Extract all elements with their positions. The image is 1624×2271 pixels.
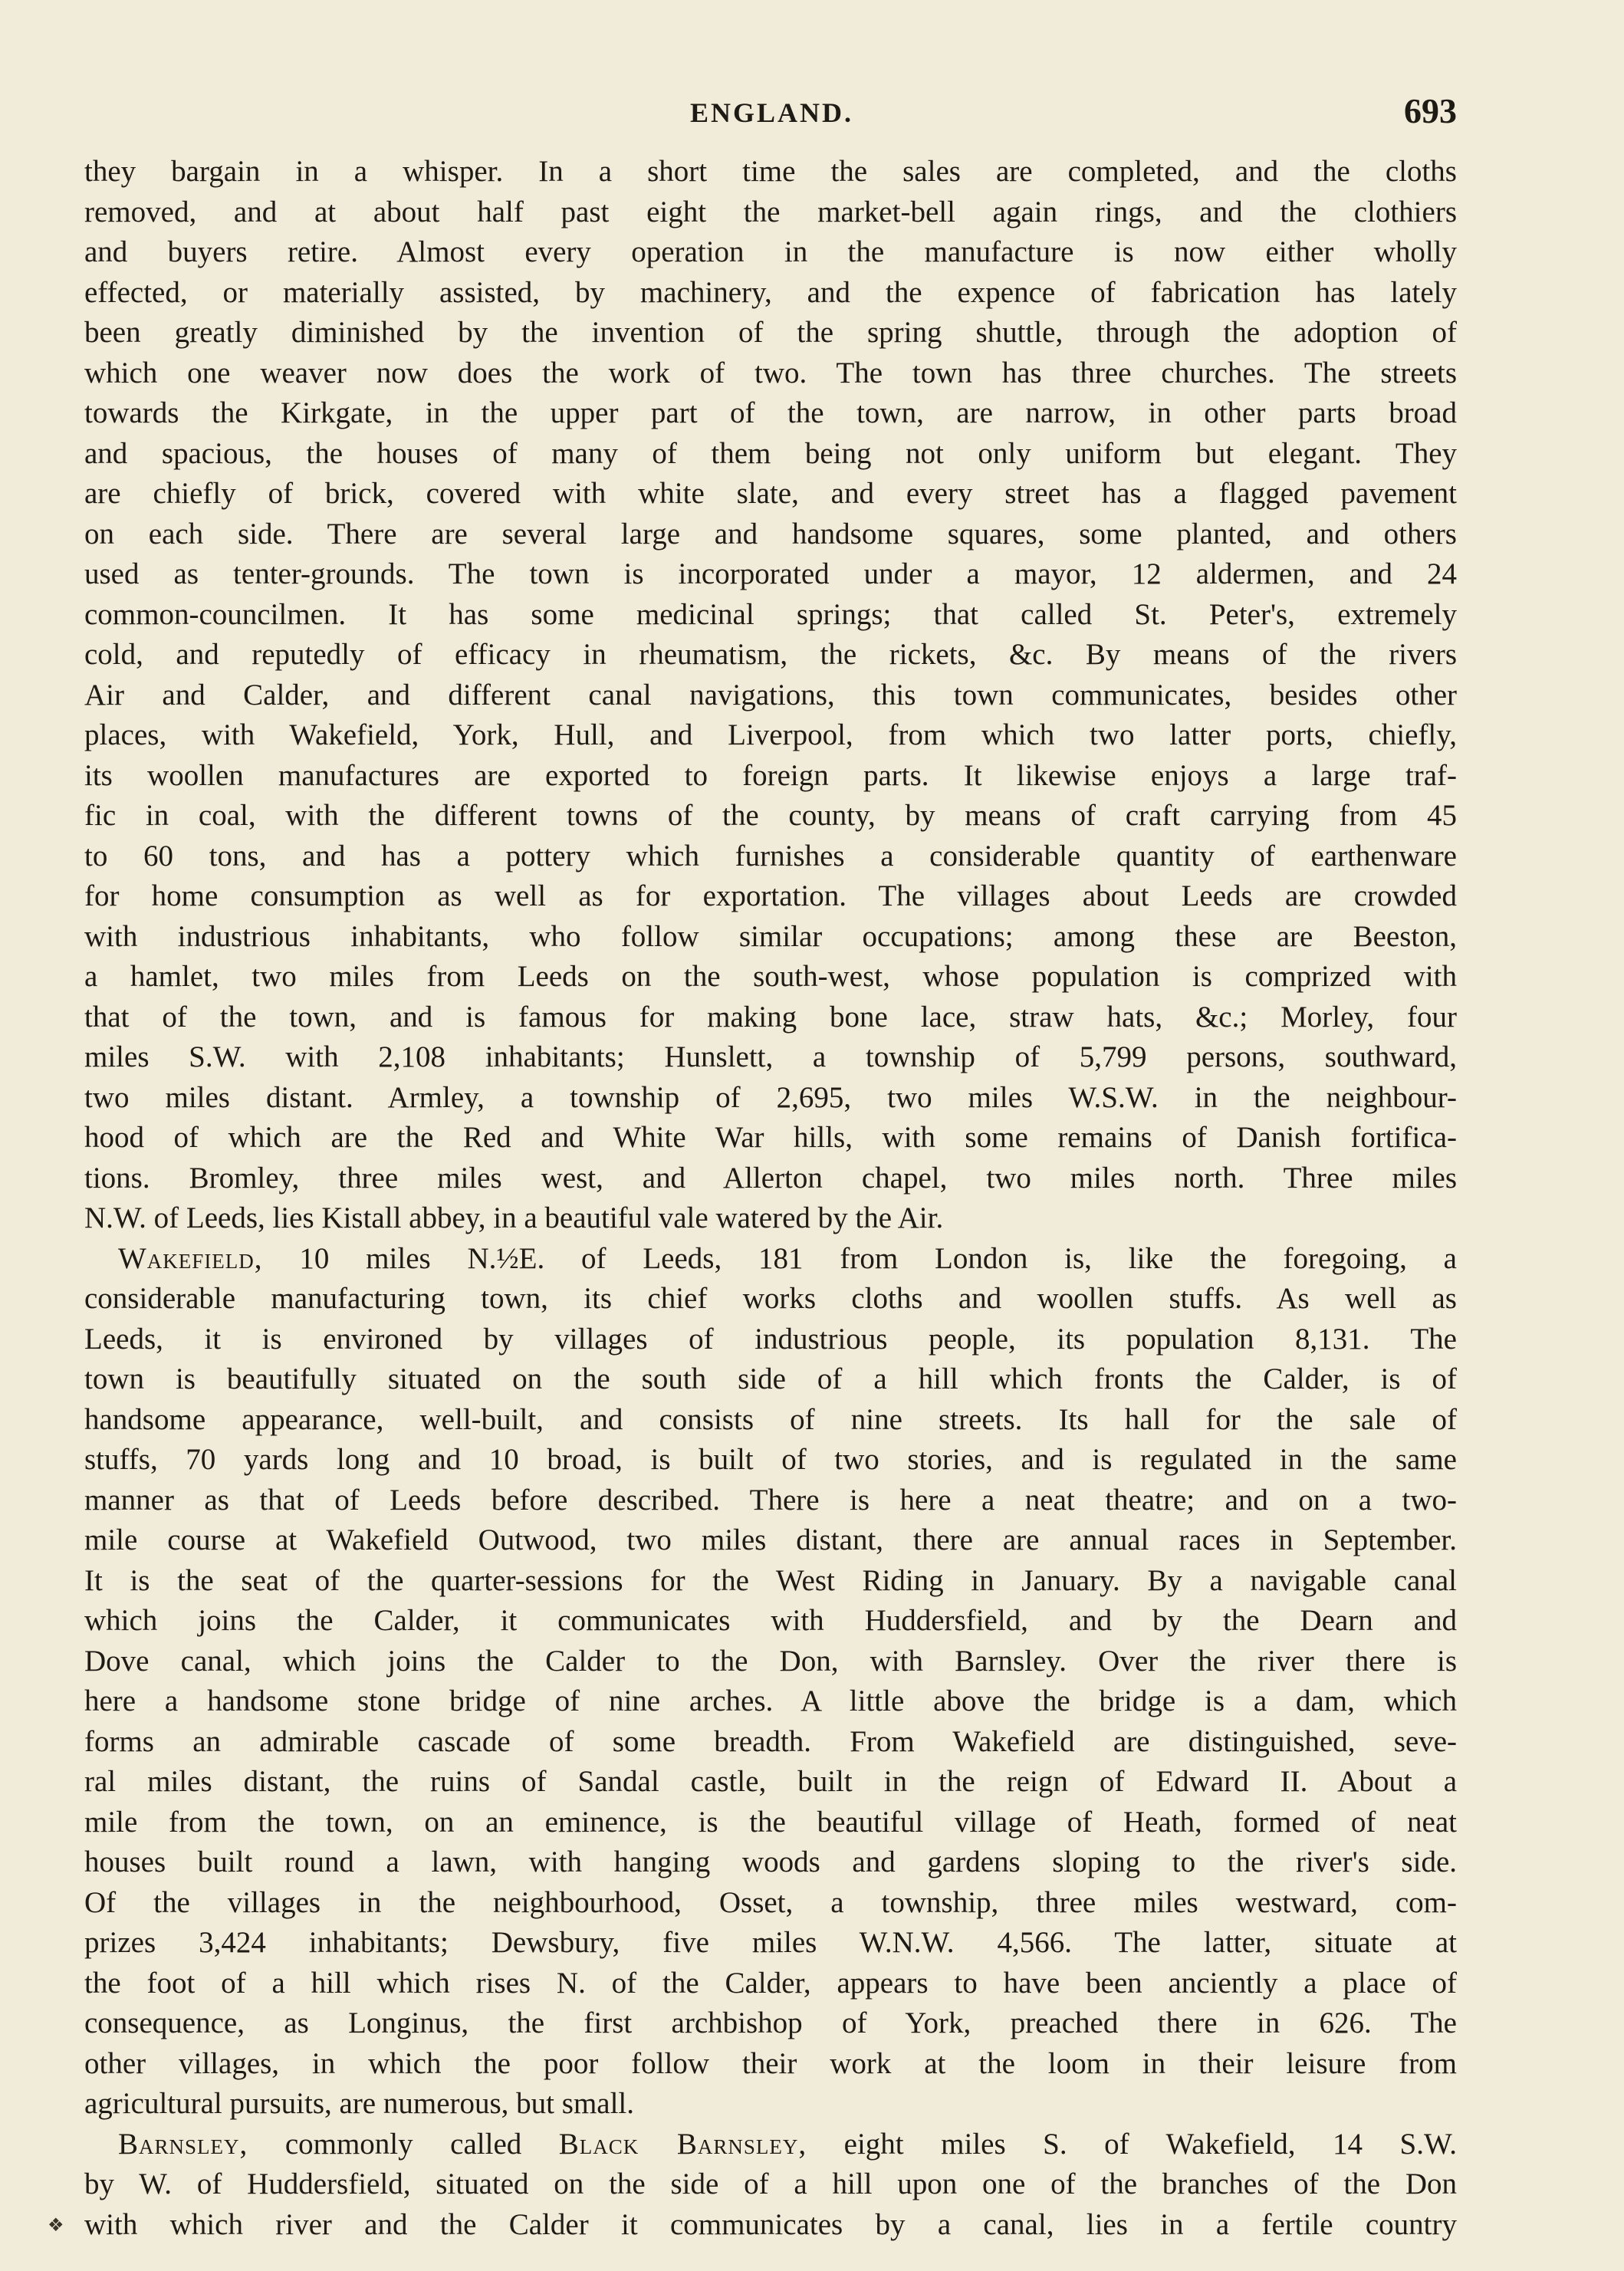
text-line: towards the Kirkgate, in the upper part of the town, are narrow, in other parts broad xyxy=(84,396,1457,429)
text-line: Dove canal, which joins the Calder to the Don, with Barnsley. Over the river there is xyxy=(84,1644,1457,1678)
text-line: stuffs, 70 yards long and 10 broad, is built of two stories, and is regulated in the same xyxy=(84,1443,1457,1476)
text-line: are chiefly of brick, covered with white slate, and every street has a flagged pavement xyxy=(84,477,1457,510)
place-name-wakefield: Wakefield, xyxy=(118,1241,263,1275)
text-line: a hamlet, two miles from Leeds on the south-west, whose population is comprized with xyxy=(84,960,1457,993)
text-line: cold, and reputedly of efficacy in rheumatism, the rickets, &c. By means of the rivers xyxy=(84,638,1457,671)
text-line: common-councilmen. It has some medicinal springs; that called St. Peter's, extremely xyxy=(84,597,1457,631)
text-line: houses built round a lawn, with hanging woods and gardens sloping to the river's side. xyxy=(84,1845,1457,1878)
text-line: hood of which are the Red and White War hills, with some remains of Danish fortifica- xyxy=(84,1121,1457,1154)
text-line: Barnsley, commonly called Black Barnsley, eight miles S. of Wakefield, 14 S.W. xyxy=(118,2127,1457,2161)
text-line: handsome appearance, well-built, and consists of nine streets. Its hall for the sale of xyxy=(84,1402,1457,1436)
text-line: forms an admirable cascade of some breadth. From Wakefield are distinguished, seve- xyxy=(84,1724,1457,1758)
text-line: town is beautifully situated on the south side of a hill which fronts the Calder, is of xyxy=(84,1362,1457,1395)
text-line: N.W. of Leeds, lies Kistall abbey, in a beautiful vale watered by the Air. xyxy=(84,1201,944,1234)
text-line: places, with Wakefield, York, Hull, and Liverpool, from which two latter ports, chiefly, xyxy=(84,718,1457,751)
text-line: on each side. There are several large and handsome squares, some planted, and others xyxy=(84,517,1457,550)
text-line: consequence, as Longinus, the first archbishop of York, preached there in 626. The xyxy=(84,2006,1457,2039)
text-line: to 60 tons, and has a pottery which furnishes a considerable quantity of earthenware xyxy=(84,839,1457,873)
running-title: ENGLAND. xyxy=(690,97,854,128)
text-line: manner as that of Leeds before described. There is here a neat theatre; and on a two- xyxy=(84,1483,1457,1517)
text-line: with which river and the Calder it communicates by a canal, lies in a fertile country xyxy=(84,2207,1457,2241)
text-line: they bargain in a whisper. In a short time the sales are completed, and the cloths xyxy=(84,155,1457,188)
text-line: Leeds, it is environed by villages of industrious people, its population 8,131. The xyxy=(84,1322,1457,1356)
text-line: prizes 3,424 inhabitants; Dewsbury, five miles W.N.W. 4,566. The latter, situate at xyxy=(84,1926,1457,1959)
text-line: mile from the town, on an eminence, is the beautiful village of Heath, formed of neat xyxy=(84,1805,1457,1839)
text-line: removed, and at about half past eight the market-bell again rings, and the clothiers xyxy=(84,195,1457,228)
text-line: by W. of Huddersfield, situated on the side of a hill upon one of the branches of the Don xyxy=(84,2167,1457,2200)
text-line: and buyers retire. Almost every operation in the manufacture is now either wholly xyxy=(84,235,1457,268)
text-line: for home consumption as well as for exportation. The villages about Leeds are crowded xyxy=(84,879,1457,912)
text-line: been greatly diminished by the invention of the spring shuttle, through the adoption of xyxy=(84,316,1457,349)
text-line: two miles distant. Armley, a township of 2,695, two miles W.S.W. in the neighbour- xyxy=(84,1080,1457,1114)
page-header xyxy=(84,90,1457,136)
text-line: used as tenter-grounds. The town is incorporated under a mayor, 12 aldermen, and 24 xyxy=(84,557,1457,590)
text-line: Air and Calder, and different canal navigations, this town communicates, besides other xyxy=(84,678,1457,712)
text-line: mile course at Wakefield Outwood, two miles distant, there are annual races in September. xyxy=(84,1523,1457,1556)
text-line: ral miles distant, the ruins of Sandal castle, built in the reign of Edward II. About a xyxy=(84,1765,1457,1798)
text-line: the foot of a hill which rises N. of the Calder, appears to have been anciently a place of xyxy=(84,1966,1457,2000)
text-line: that of the town, and is famous for making bone lace, straw hats, &c.; Morley, four xyxy=(84,1000,1457,1034)
text-line: miles S.W. with 2,108 inhabitants; Hunslett, a township of 5,799 persons, southward, xyxy=(84,1040,1457,1073)
text-line: Wakefield, 10 miles N.½E. of Leeds, 181 from London is, like the foregoing, a xyxy=(118,1241,1457,1275)
text-line: and spacious, the houses of many of them being not only uniform but elegant. They xyxy=(84,436,1457,470)
text-line: which joins the Calder, it communicates with Huddersfield, and by the Dearn and xyxy=(84,1604,1457,1637)
text-line: its woollen manufactures are exported to foreign parts. It likewise enjoys a large traf- xyxy=(84,758,1457,792)
text-line: fic in coal, with the different towns of the county, by means of craft carrying from 45 xyxy=(84,799,1457,832)
page-number: 693 xyxy=(1404,91,1457,130)
text-line: here a handsome stone bridge of nine arches. A little above the bridge is a dam, which xyxy=(84,1684,1457,1717)
text-line: with industrious inhabitants, who follow similar occupations; among these are Beeston, xyxy=(84,919,1457,953)
place-name-barnsley: Barnsley, xyxy=(118,2127,248,2161)
text-line: Of the villages in the neighbourhood, Osset, a township, three miles westward, com- xyxy=(84,1885,1457,1919)
text-line: It is the seat of the quarter-sessions for the West Riding in January. By a navigable canal xyxy=(84,1563,1457,1597)
body-text xyxy=(84,152,1457,2245)
text-line: tions. Bromley, three miles west, and Allerton chapel, two miles north. Three miles xyxy=(84,1161,1457,1195)
printer-mark: ❖ xyxy=(48,2216,64,2236)
text-line: considerable manufacturing town, its chief works cloths and woollen stuffs. As well as xyxy=(84,1282,1457,1315)
text-line: other villages, in which the poor follow their work at the loom in their leisure from xyxy=(84,2046,1457,2080)
text-line: which one weaver now does the work of two. The town has three churches. The streets xyxy=(84,356,1457,389)
text-line: effected, or materially assisted, by machinery, and the expence of fabrication has lately xyxy=(84,275,1457,309)
text-line: agricultural pursuits, are numerous, but small. xyxy=(84,2087,635,2120)
place-name-black-barnsley: Black Barnsley, xyxy=(558,2127,807,2161)
